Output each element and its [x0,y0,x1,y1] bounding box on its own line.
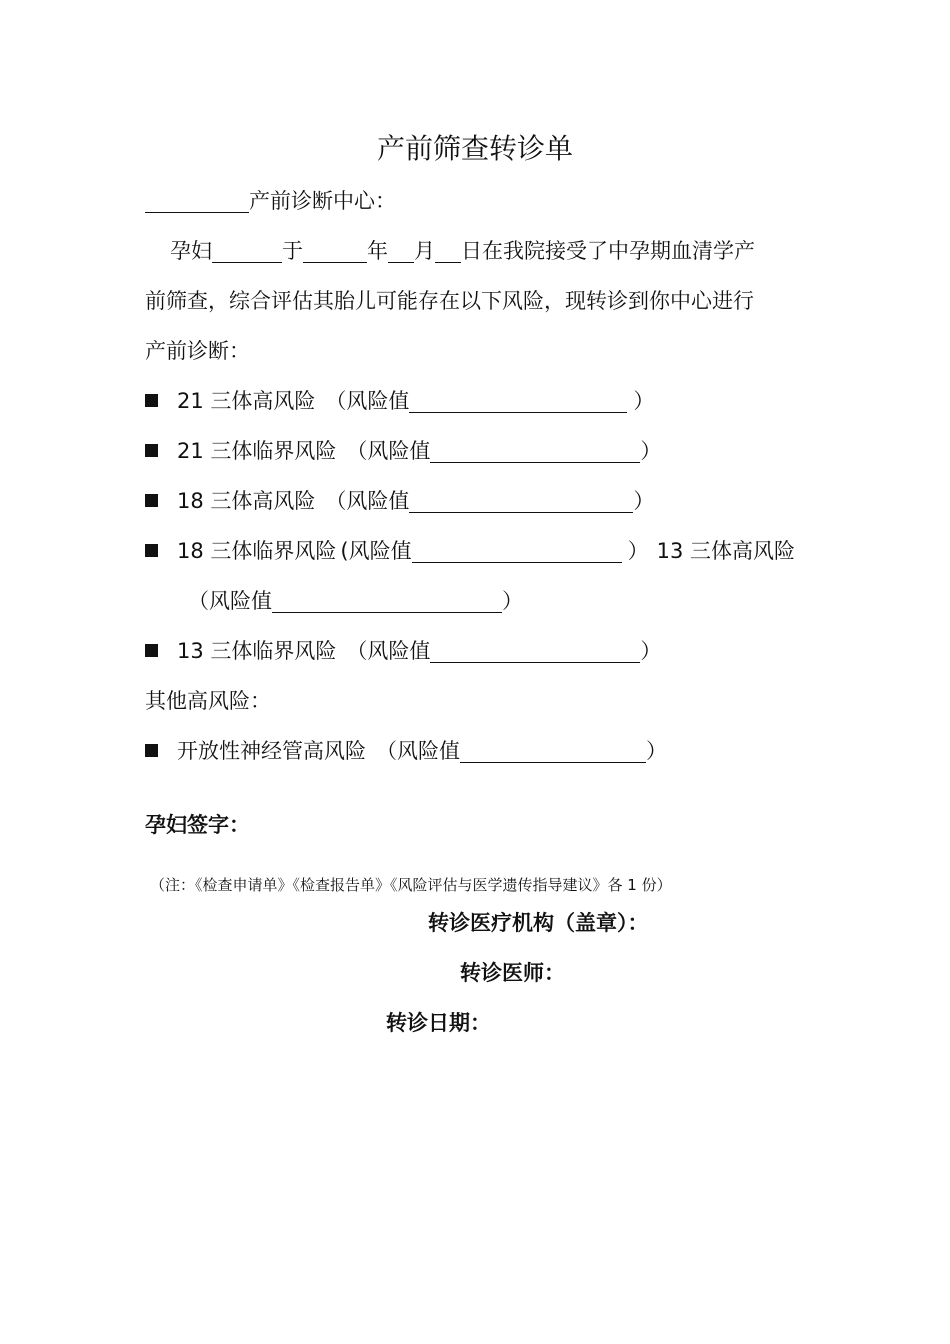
yu-label: 于 [282,239,303,263]
addressee-line [145,186,396,216]
risk-label: 18 三体临界风险 [177,539,337,563]
other-risks-heading: 其他高风险： [145,689,271,713]
checkbox-icon[interactable] [145,444,158,457]
close-paren: ） [633,389,655,413]
month-blank[interactable] [388,240,414,263]
month-label: 月 [414,239,435,263]
checkbox-icon[interactable] [145,744,158,757]
patient-name-blank[interactable] [212,240,282,263]
risk-item-t21-high [145,386,654,416]
risk-value-label: (风险值 [340,539,412,563]
intro-line-2: 前筛查，综合评估其胎儿可能存在以下风险，现转诊到你中心进行 [145,289,754,313]
year-label: 年 [367,239,388,263]
risk-item-ntd-high [145,736,667,766]
risk-value-label: （风险值 [346,639,431,663]
day-blank[interactable] [435,240,461,263]
risk-value-label: （风险值 [188,589,272,613]
checkbox-icon[interactable] [145,644,158,657]
risk-label: 18 三体高风险 [177,489,316,513]
addressee-suffix: 产前诊断中心： [249,189,396,213]
attachment-note: （注：《检查申请单》《检查报告单》《风险评估与医学遗传指导建议》各 1 份） [150,876,672,894]
year-blank[interactable] [303,240,367,263]
risk-value-blank[interactable] [460,740,646,763]
risk-value-blank[interactable] [430,640,640,663]
close-paren: ） [502,589,523,613]
form-title: 产前筛查转诊单 [376,132,573,165]
risk-label: 开放性神经管高风险 [177,739,366,763]
close-paren: ） [646,739,667,763]
close-paren: ） [627,539,649,563]
checkbox-icon[interactable] [145,394,158,407]
risk-label: 13 三体临界风险 [177,639,337,663]
risk-label: 21 三体临界风险 [177,439,337,463]
risk-value-blank[interactable] [430,440,640,463]
checkbox-icon[interactable] [145,544,158,557]
risk-value-blank[interactable] [409,390,627,413]
risk-value-label: （风险值 [325,489,410,513]
referral-date-label: 转诊日期： [386,1011,491,1035]
pregnant-signature-label: 孕妇签字： [145,813,250,837]
risk-item-t13-high-value [188,586,523,616]
risk-item-t18-high [145,486,654,516]
close-paren: ） [640,439,662,463]
checkbox-icon[interactable] [145,494,158,507]
intro-line-1 [170,236,755,266]
institution-seal-label: 转诊医疗机构（盖章）： [428,911,649,935]
referring-doctor-label: 转诊医师： [460,961,565,985]
risk-value-blank[interactable] [272,590,502,613]
center-name-blank[interactable] [145,190,249,213]
risk-value-label: （风险值 [325,389,410,413]
risk-value-blank[interactable] [409,490,633,513]
risk-value-blank[interactable] [412,540,622,563]
close-paren: ） [633,489,655,513]
intro-text: 日在我院接受了中孕期血清学产 [461,239,755,263]
intro-line-3: 产前诊断： [145,339,250,363]
risk-label: 21 三体高风险 [177,389,316,413]
close-paren: ） [640,639,662,663]
risk-item-t13-borderline [145,636,661,666]
risk-item-t18-borderline [145,536,795,566]
risk-label-t13-high: 13 三体高风险 [656,539,796,563]
risk-item-t21-borderline [145,436,661,466]
pregnant-label: 孕妇 [170,239,212,263]
risk-value-label: （风险值 [376,739,460,763]
risk-value-label: （风险值 [346,439,431,463]
